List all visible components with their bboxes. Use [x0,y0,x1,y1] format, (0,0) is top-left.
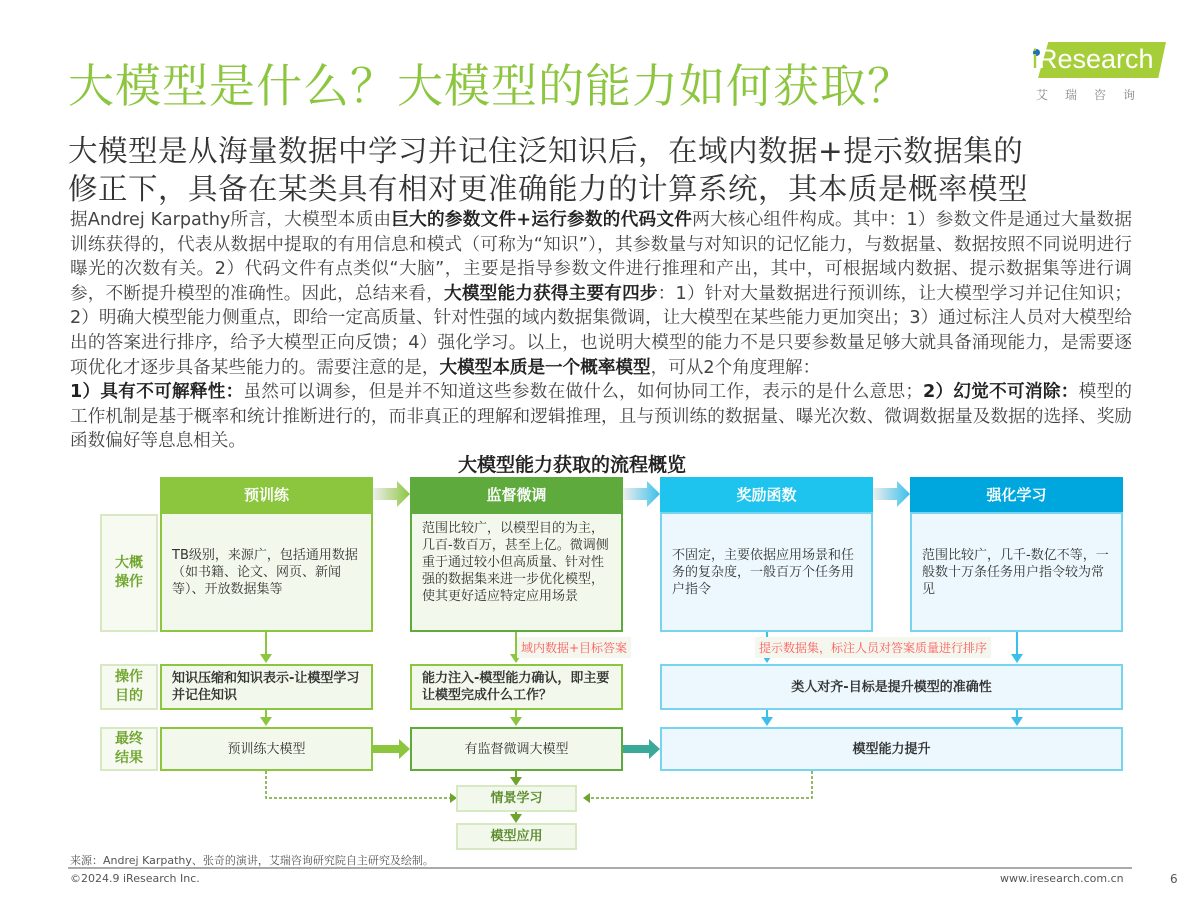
source-note: 来源：Andrej Karpathy、张奇的演讲，艾瑞咨询研究院自主研究及绘制。 [70,854,434,867]
purpose-pretrain: 知识压缩和知识表示-让模型学习并记住知识 [160,664,373,710]
text-segment: ：1）针对大量数据进行预训练，让大模型学习并记住知识；2）明确大模型能力侧重点，即给一定高质量、针对性强的域内数据集微调，让大模型在某些能力更加突出；3）通过标注人员对大模型给出的答案进行排序，给予大模型正向反馈；4）强化学习。以上，也说明大模型的能力不是只要参数量足够大就具备涌现能力，是需要逐项优化才逐步具备某些能力的。需要注意的是， [70,283,1132,378]
arrow-down-icon [510,814,522,823]
stage-sft [410,477,623,632]
footer-divider [68,867,1132,869]
result-pretrain: 预训练大模型 [160,727,373,771]
page-title: 大模型是什么？大模型的能力如何获取？ [68,59,914,113]
bold-segment: 1）具有不可解释性： [70,382,244,403]
stage-reward [660,477,873,632]
arrow-down-icon [510,717,522,726]
stage-desc: 范围比较广，以模型目的为主，几百-数百万，甚至上亿。微调侧重于通过较小但高质量、针对性强的数据集来进一步优化模型，使其更好适应特定应用场景 [410,512,623,632]
row-label-result: 最终结果 [100,727,158,771]
bold-segment: 大模型能力获得主要有四步 [444,283,658,304]
stage-header: 强化学习 [910,477,1123,512]
stage-header: 监督微调 [410,477,623,512]
website-link[interactable]: www.iresearch.com.cn [1000,872,1124,885]
body-paragraph [70,208,1132,454]
text-segment: 据Andrej Karpathy所言，大模型本质由 [70,210,392,230]
bold-segment: 巨大的参数文件+运行参数的代码文件 [391,210,693,230]
arrow-down-icon [260,654,272,663]
arrow-right-icon [873,481,911,507]
purpose-alignment: 类人对齐-目标是提升模型的准确性 [660,664,1123,710]
result-sft: 有监督微调大模型 [410,727,623,771]
text-segment: 两大核心组件构成。其中：1）参数文件是通过大量数据训练获得的，代表从数据中提取的有用信息和模式（可称为“知识”），其参数量与对知识的记忆能力，与数据量、数据按照不同说明进行曝光的次数有关。2）代码文件有点类似“大脑”，主要是指导参数文件进行推理和产出，其中，可根据域内数据、提示数据集等进行调参，不断提升模型的准确性。因此，总结来看， [70,210,1132,304]
stage-header: 预训练 [160,477,373,512]
stage-rl [910,477,1123,632]
diagram-title: 大模型能力获取的流程概览 [458,454,687,476]
arrow-right-icon [373,481,411,507]
row-label-purpose: 操作目的 [100,664,158,710]
arrow-down-icon [1011,654,1023,663]
stage-desc: 不固定，主要依据应用场景和任务的复杂度，一般百万个任务用户指令 [660,512,873,632]
stage-desc: TB级别，来源广，包括通用数据（如书籍、论文、网页、新闻等）、开放数据集等 [160,512,373,632]
bold-segment: 大模型本质是一个概率模型 [439,357,651,378]
stage-desc: 范围比较广，几千-数亿不等，一般数十万条任务用户指令较为常见 [910,512,1123,632]
stage-header: 奖励函数 [660,477,873,512]
arrow-right-icon [623,738,661,760]
text-segment: 模型的工作机制是基于概率和统计推断进行的，而非真正的理解和逻辑推理，且与预训练的数据量、曝光次数、微调数据量及数据的选择、奖励函数偏好等息息相关。 [70,382,1132,452]
subtitle-line: 大模型是从海量数据中学习并记住泛知识后，在域内数据+提示数据集的 [68,134,1024,168]
annotation-sft: 域内数据+目标答案 [517,637,631,658]
bold-segment: 2）幻觉不可消除： [922,382,1079,403]
page-number: 6 [1170,872,1178,886]
arrow-down-icon [1011,717,1023,726]
copyright: ©2024.9 iResearch Inc. [70,872,200,885]
purpose-sft: 能力注入-模型能力确认，即主要让模型完成什么工作？ [410,664,623,710]
arrow-right-icon [623,481,661,507]
subtitle-line: 修正下，具备在某类具有相对更准确能力的计算系统，其本质是概率模型 [68,172,1029,206]
annotation-rl: 提示数据集，标注人员对答案质量进行排序 [755,637,991,658]
result-improvement: 模型能力提升 [660,727,1123,771]
stage-pretrain [160,477,373,632]
icl-box: 情景学习 [456,785,577,812]
text-segment: ，可从2个角度理解： [650,357,821,378]
application-box: 模型应用 [456,823,577,850]
row-label-operation: 大概操作 [100,514,158,632]
arrow-down-icon [260,717,272,726]
arrow-down-icon [761,717,773,726]
iresearch-logo: iResearch 艾瑞咨询 [1030,38,1170,108]
text-segment: 虽然可以调参，但是并不知道这些参数在做什么，如何协同工作，表示的是什么意思； [243,382,923,403]
arrow-right-icon [373,738,411,760]
